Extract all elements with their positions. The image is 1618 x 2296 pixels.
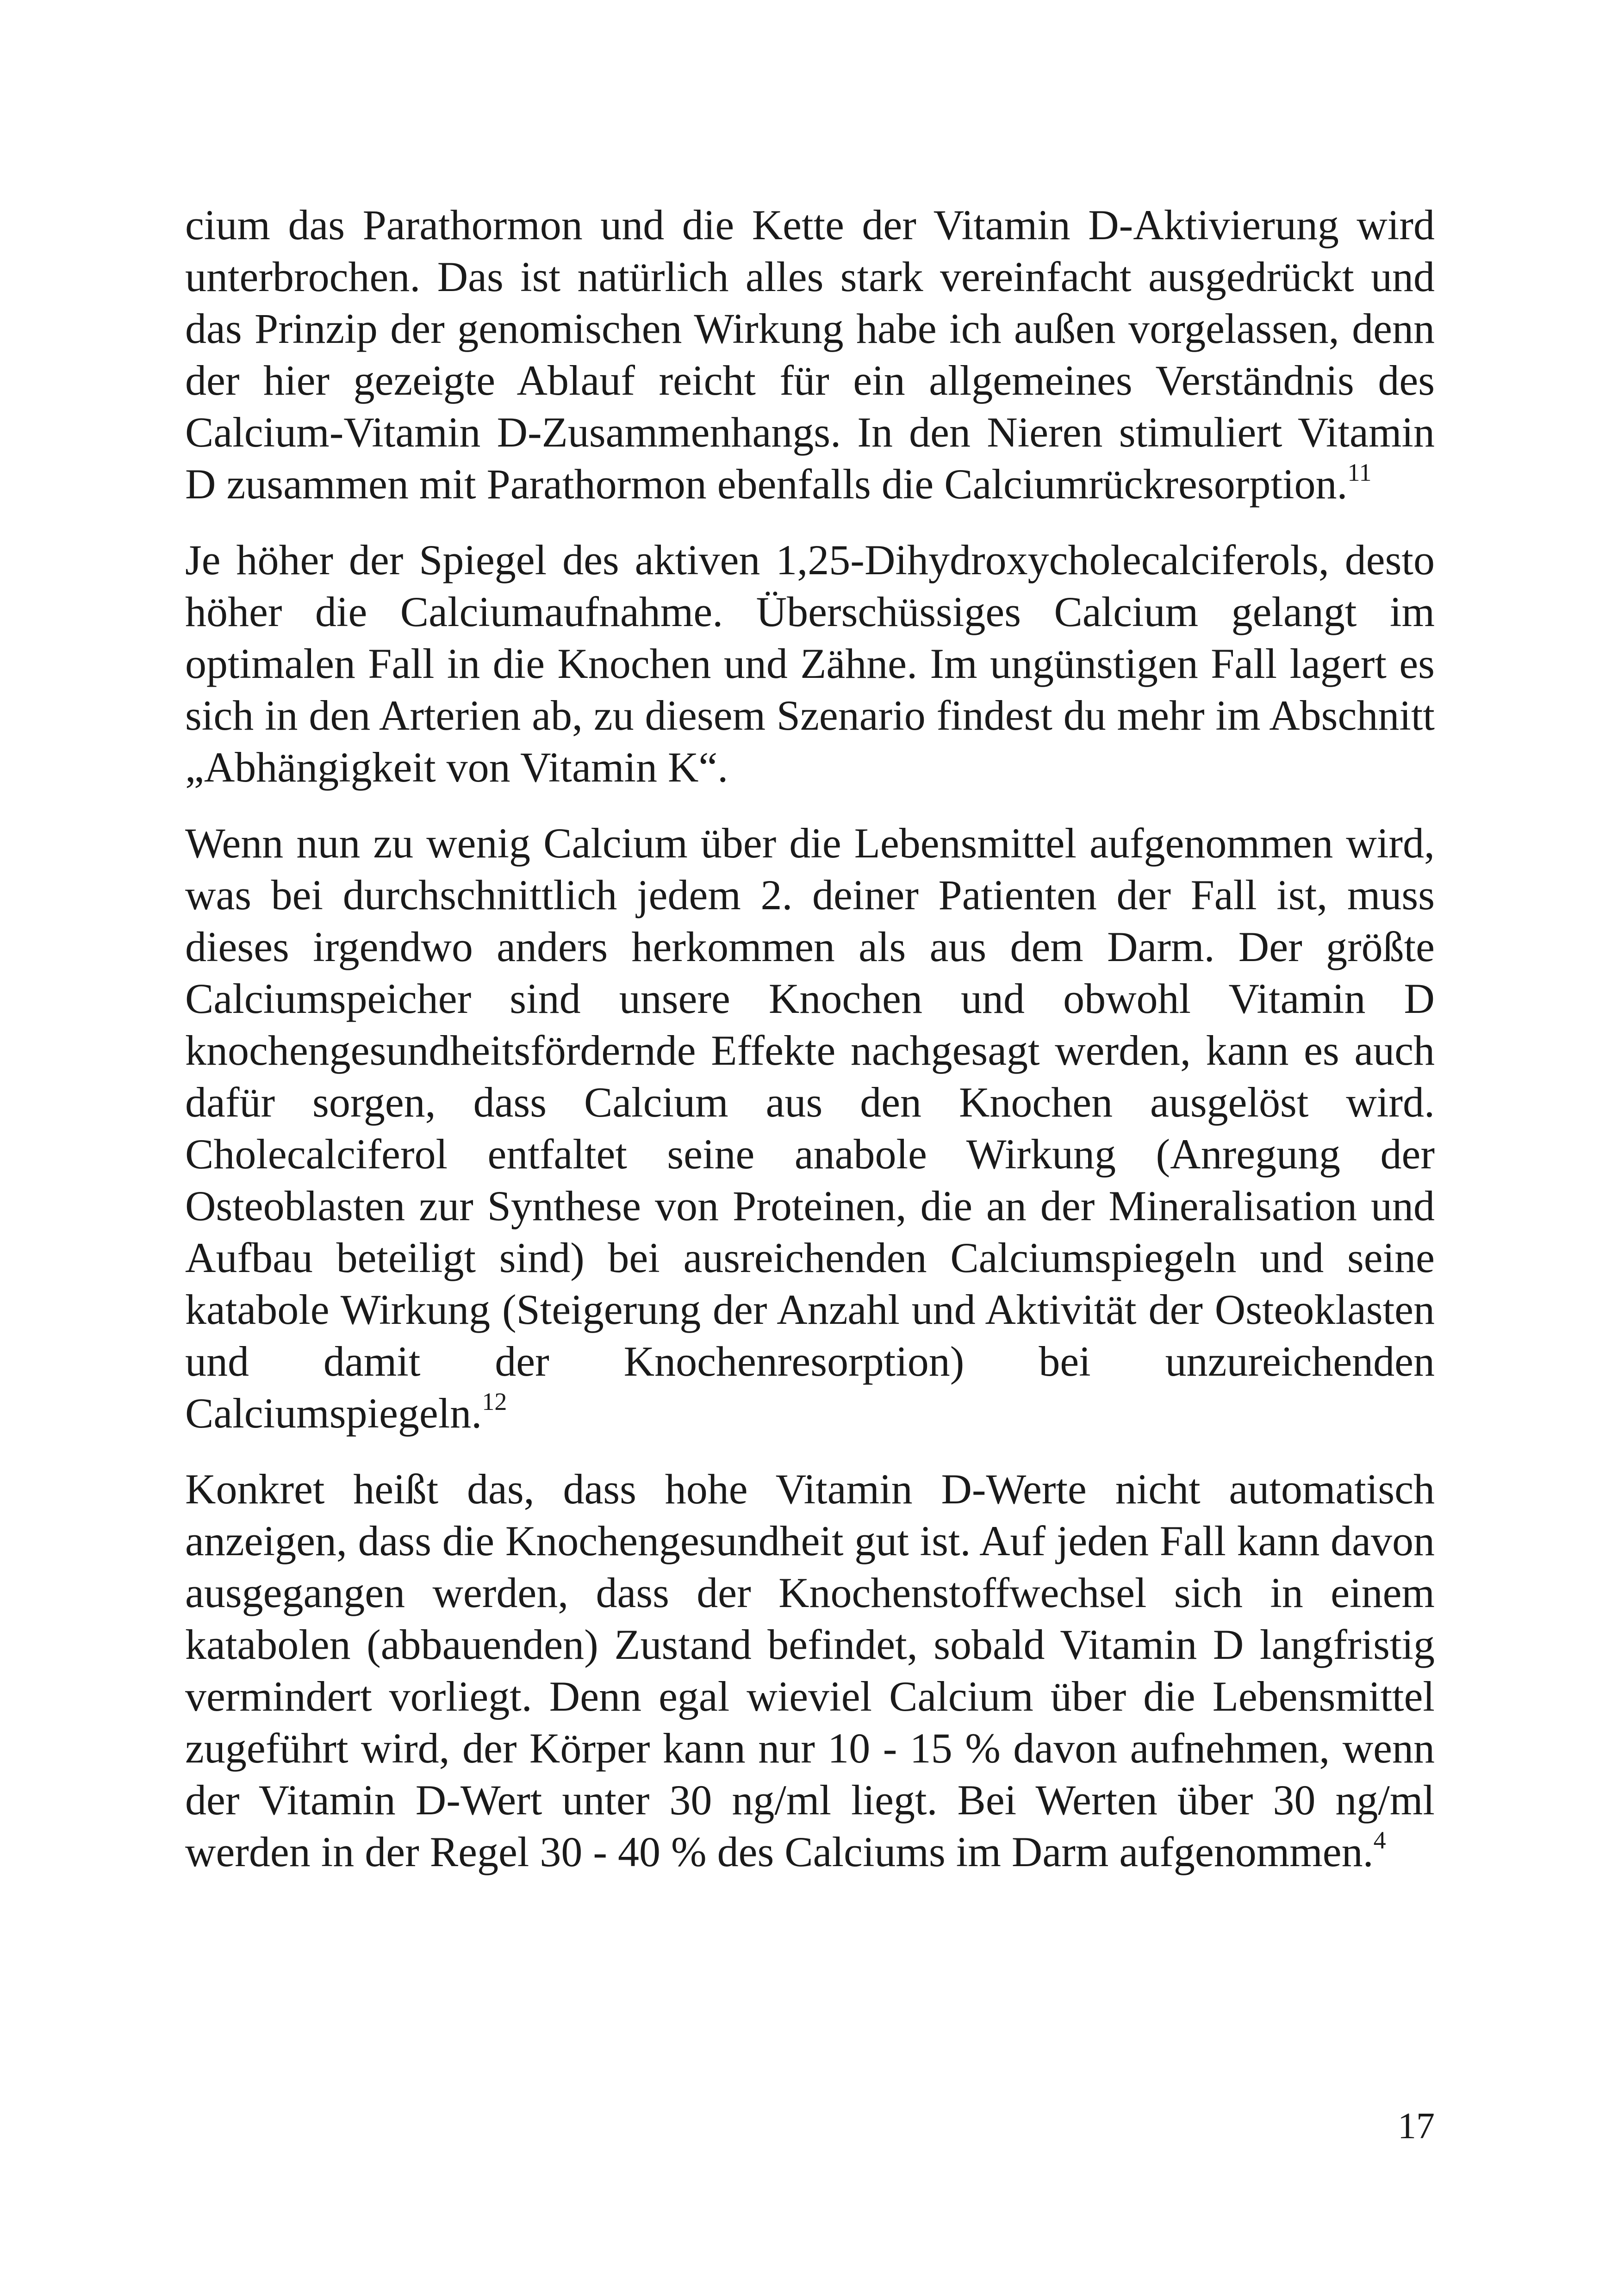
paragraph xyxy=(185,534,1435,793)
paragraph-text: Wenn nun zu wenig Calcium über die Lebensmittel aufgenommen wird, was bei durchschnittlich jedem 2. deiner Patienten der Fall ist, muss dieses irgendwo anders herkommen als aus dem Darm. Der größte Calciumspeicher sind unsere Knochen und obwohl Vitamin D knochengesundheitsfördernde Effekte nachgesagt werden, kann es auch dafür sorgen, dass Calcium aus den Knochen ausgelöst wird. Cholecalciferol entfaltet seine anabole Wirkung (Anregung der Osteoblasten zur Synthese von Proteinen, die an der Mineralisation und Aufbau beteiligt sind) bei ausreichenden Calciumspiegeln und seine katabole Wirkung (Steigerung der Anzahl und Aktivität der Osteoklasten und damit der Knochenresorption) bei unzureichenden Calciumspiegeln. xyxy=(185,819,1435,1437)
page-number: 17 xyxy=(1398,2106,1435,2147)
paragraph xyxy=(185,817,1435,1439)
paragraph xyxy=(185,1463,1435,1878)
body-text xyxy=(185,199,1435,1878)
paragraph-text: cium das Parathormon und die Kette der Vitamin D-Aktivierung wird unterbrochen. Das ist natürlich alles stark vereinfacht ausgedrückt und das Prinzip der genomischen Wirkung habe ich außen vorgelassen, denn der hier gezeigte Ablauf reicht für ein allgemeines Verständnis des Calcium-Vitamin D-Zusammenhangs. In den Nieren stimuliert Vitamin D zusammen mit Parathormon ebenfalls die Calciumrückresorption. xyxy=(185,201,1435,508)
footnote-reference: 4 xyxy=(1373,1826,1386,1855)
paragraph xyxy=(185,199,1435,510)
paragraph-text: Konkret heißt das, dass hohe Vitamin D-Werte nicht automatisch anzeigen, dass die Knochengesundheit gut ist. Auf jeden Fall kann davon ausgegangen werden, dass der Knochenstoffwechsel sich in einem katabolen (abbauenden) Zustand befindet, sobald Vitamin D langfristig vermindert vorliegt. Denn egal wieviel Calcium über die Lebensmittel zugeführt wird, der Körper kann nur 10 - 15 % davon aufnehmen, wenn der Vitamin D-Wert unter 30 ng/ml liegt. Bei Werten über 30 ng/ml werden in der Regel 30 - 40 % des Calciums im Darm aufgenommen. xyxy=(185,1465,1435,1875)
footnote-reference: 12 xyxy=(482,1388,507,1416)
footnote-reference: 11 xyxy=(1347,459,1372,487)
paragraph-text: Je höher der Spiegel des aktiven 1,25-Dihydroxycholecalciferols, desto höher die Calciumaufnahme. Überschüssiges Calcium gelangt im optimalen Fall in die Knochen und Zähne. Im ungünstigen Fall lagert es sich in den Arterien ab, zu diesem Szenario findest du mehr im Abschnitt „Abhängigkeit von Vitamin K“. xyxy=(185,536,1435,791)
